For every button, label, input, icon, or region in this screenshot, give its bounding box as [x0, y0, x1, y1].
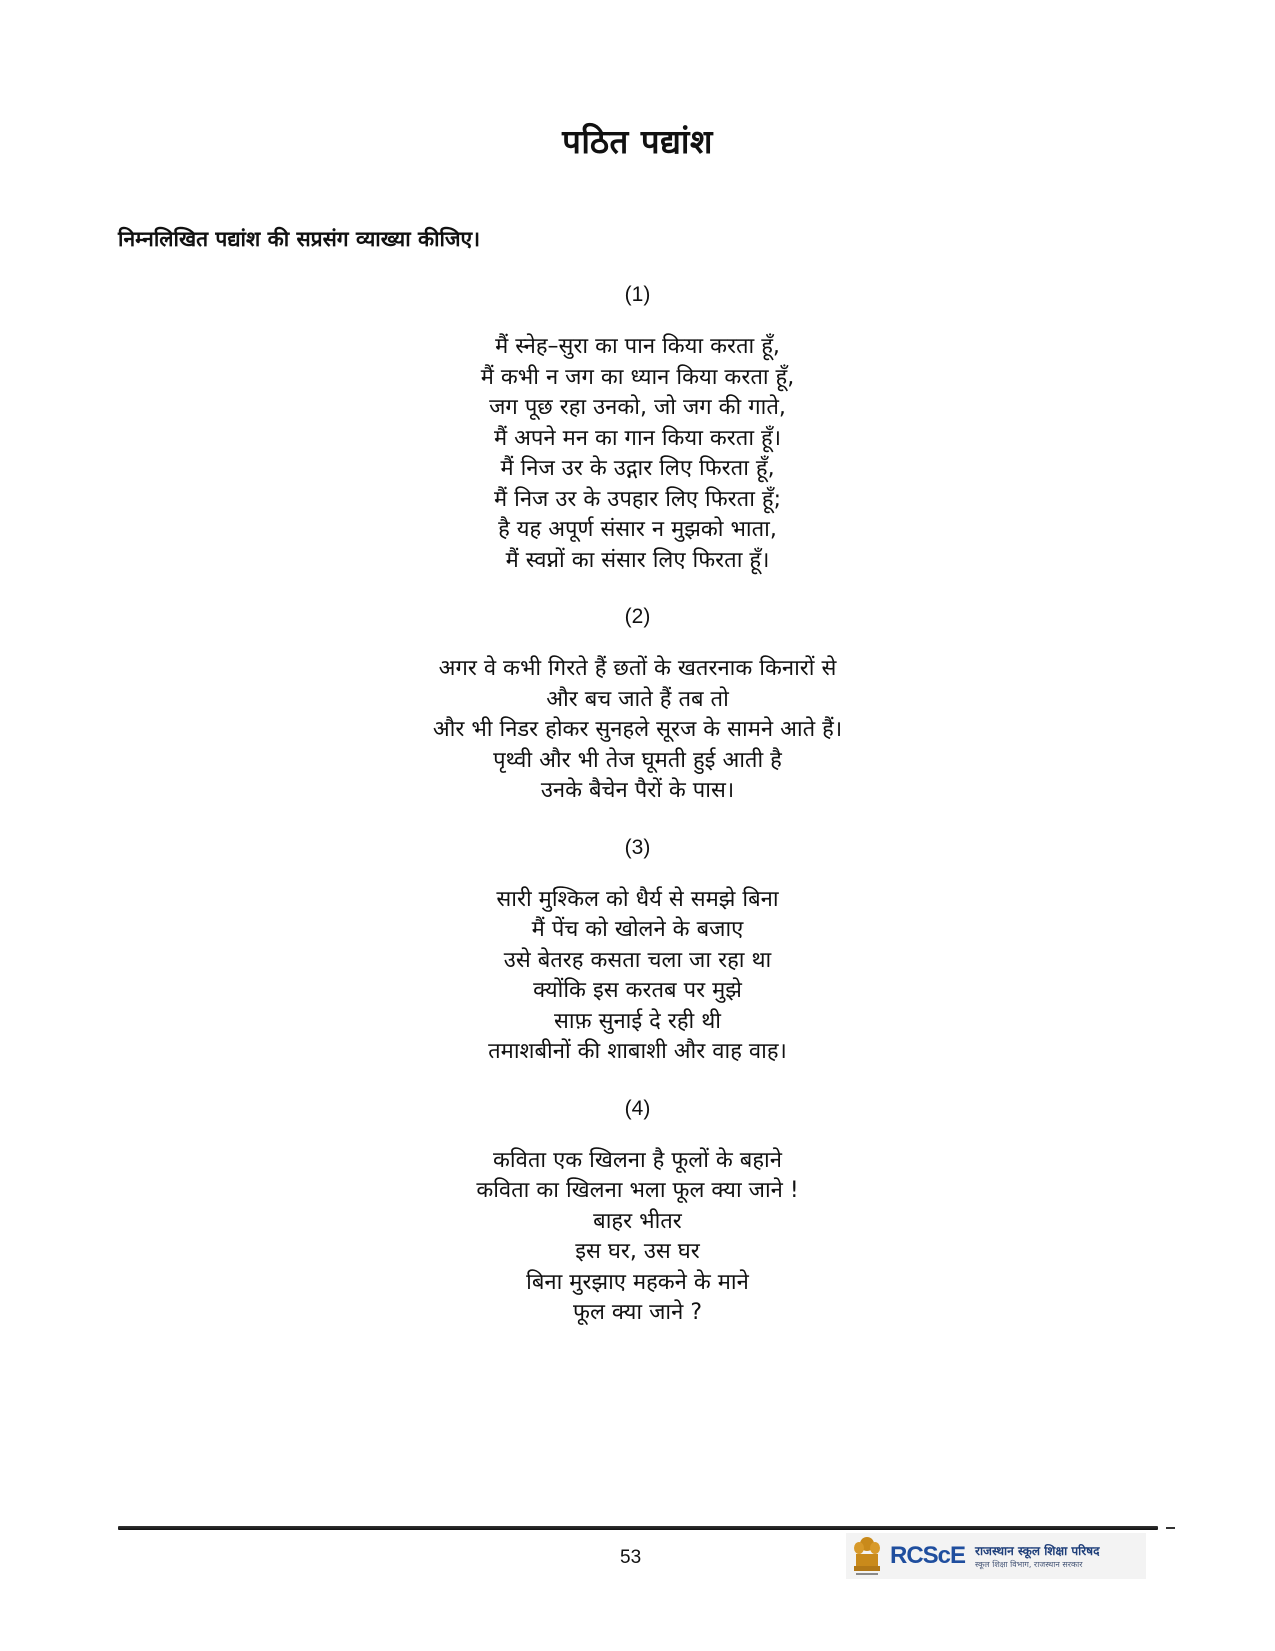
poem-number: (2) [624, 605, 651, 628]
poem-line: अगर वे कभी गिरते हैं छतों के खतरनाक किनारों से [438, 656, 837, 681]
footer-divider [118, 1526, 1158, 1530]
state-emblem-icon [850, 1534, 884, 1578]
poem-line: मैं निज उर के उद्गार लिए फिरता हूँ, [500, 456, 775, 481]
poem-line: मैं निज उर के उपहार लिए फिरता हूँ; [494, 486, 781, 512]
rcsce-logo [846, 1533, 1146, 1579]
poem-stanza [0, 885, 1275, 1068]
poem-line: मैं पेंच को खोलने के बजाए [531, 917, 744, 942]
poem-line: उसे बेतरह कसता चला जा रहा था [503, 947, 772, 973]
logo-text [975, 1542, 1099, 1570]
poems-container [0, 280, 1275, 1355]
poem-line: कविता का खिलना भला फूल क्या जाने ! [476, 1178, 799, 1203]
poem-line: जग पूछ रहा उनको, जो जग की गाते, [489, 395, 786, 420]
logo-org-name: राजस्थान स्कूल शिक्षा परिषद [975, 1544, 1100, 1558]
poem-line: बाहर भीतर [593, 1208, 682, 1234]
poem-line: इस घर, उस घर [575, 1239, 700, 1264]
poem-line: और भी निडर होकर सुनहले सूरज के सामने आते हैं। [432, 717, 843, 742]
poem-line: क्योंकि इस करतब पर मुझे [533, 978, 742, 1003]
logo-mark: RCScE [890, 1542, 966, 1569]
poem-number: (1) [624, 283, 651, 306]
poem-line: फूल क्या जाने ? [573, 1300, 702, 1325]
page-title: पठित पद्यांश [562, 122, 713, 161]
poem-line: सारी मुश्किल को धैर्य से समझे बिना [496, 886, 779, 912]
poem-number: (3) [624, 835, 651, 859]
poem-line: मैं अपने मन का गान किया करता हूँ। [493, 425, 782, 451]
poem-stanza [0, 1146, 1275, 1329]
poem-stanza [0, 654, 1275, 807]
poem-line: तमाशबीनों की शाबाशी और वाह वाह। [488, 1039, 787, 1064]
poem-line: कविता एक खिलना है फूलों के बहाने [493, 1147, 782, 1173]
poem-number: (4) [624, 1096, 651, 1120]
page-number: 53 [620, 1547, 642, 1568]
logo-org-subtitle: स्कूल शिक्षा विभाग, राजस्थान सरकार [975, 1560, 1083, 1569]
instruction-text: निम्नलिखित पद्यांश की सप्रसंग व्याख्या कीजिए। [118, 227, 481, 251]
poem-line: मैं स्नेह–सुरा का पान किया करता हूँ, [495, 334, 780, 359]
poem-line: बिना मुरझाए महकने के माने [526, 1269, 749, 1295]
poem-line: उनके बैचेन पैरों के पास। [540, 778, 735, 803]
poem-line: साफ़ सुनाई दे रही थी [554, 1008, 721, 1034]
footer-divider-end [1166, 1527, 1175, 1529]
poem-line: है यह अपूर्ण संसार न मुझको भाता, [498, 517, 777, 542]
poem-line: पृथ्वी और भी तेज घूमती हुई आती है [493, 747, 782, 773]
poem-stanza [0, 332, 1275, 576]
poem-line: मैं कभी न जग का ध्यान किया करता हूँ, [480, 364, 795, 390]
poem-line: मैं स्वप्नों का संसार लिए फिरता हूँ। [505, 547, 770, 573]
poem-line: और बच जाते हैं तब तो [546, 686, 729, 712]
